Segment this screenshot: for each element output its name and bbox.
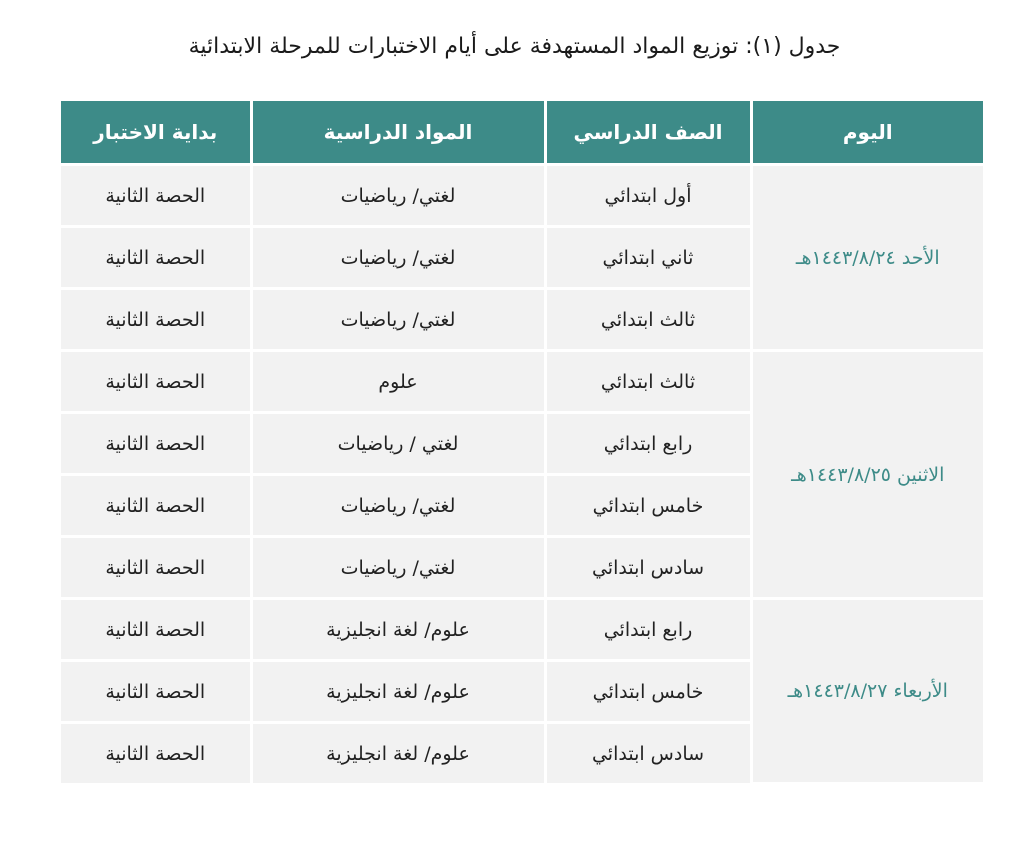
grade-cell: ثالث ابتدائي	[545, 289, 751, 351]
start-cell: الحصة الثانية	[61, 289, 251, 351]
subjects-cell: لغتي / رياضيات	[251, 413, 545, 475]
subjects-cell: لغتي/ رياضيات	[251, 165, 545, 227]
table-body	[61, 165, 983, 784]
table-row	[61, 599, 983, 661]
table-row	[61, 165, 983, 227]
start-cell: الحصة الثانية	[61, 227, 251, 289]
subjects-cell: لغتي/ رياضيات	[251, 475, 545, 537]
grade-cell: أول ابتدائي	[545, 165, 751, 227]
subjects-cell: علوم/ لغة انجليزية	[251, 599, 545, 661]
start-cell: الحصة الثانية	[61, 661, 251, 723]
header-start: بداية الاختبار	[61, 101, 251, 165]
day-cell: الأحد ١٤٤٣/٨/٢٤هـ	[751, 165, 983, 351]
day-cell: الاثنين ١٤٤٣/٨/٢٥هـ	[751, 351, 983, 599]
grade-cell: رابع ابتدائي	[545, 599, 751, 661]
exam-schedule-table	[61, 101, 983, 785]
header-grade: الصف الدراسي	[545, 101, 751, 165]
header-subjects: المواد الدراسية	[251, 101, 545, 165]
table-row	[61, 351, 983, 413]
start-cell: الحصة الثانية	[61, 165, 251, 227]
subjects-cell: لغتي/ رياضيات	[251, 289, 545, 351]
day-cell: الأربعاء ١٤٤٣/٨/٢٧هـ	[751, 599, 983, 784]
header-row	[61, 101, 983, 165]
subjects-cell: لغتي/ رياضيات	[251, 227, 545, 289]
subjects-cell: علوم/ لغة انجليزية	[251, 723, 545, 784]
grade-cell: سادس ابتدائي	[545, 723, 751, 784]
subjects-cell: لغتي/ رياضيات	[251, 537, 545, 599]
start-cell: الحصة الثانية	[61, 475, 251, 537]
subjects-cell: علوم/ لغة انجليزية	[251, 661, 545, 723]
start-cell: الحصة الثانية	[61, 351, 251, 413]
grade-cell: سادس ابتدائي	[545, 537, 751, 599]
start-cell: الحصة الثانية	[61, 413, 251, 475]
grade-cell: ثالث ابتدائي	[545, 351, 751, 413]
grade-cell: ثاني ابتدائي	[545, 227, 751, 289]
grade-cell: خامس ابتدائي	[545, 475, 751, 537]
subjects-cell: علوم	[251, 351, 545, 413]
grade-cell: خامس ابتدائي	[545, 661, 751, 723]
start-cell: الحصة الثانية	[61, 537, 251, 599]
table-caption: جدول (١): توزيع المواد المستهدفة على أيام الاختبارات للمرحلة الابتدائية	[188, 34, 841, 59]
start-cell: الحصة الثانية	[61, 723, 251, 784]
grade-cell: رابع ابتدائي	[545, 413, 751, 475]
header-day: اليوم	[751, 101, 983, 165]
start-cell: الحصة الثانية	[61, 599, 251, 661]
